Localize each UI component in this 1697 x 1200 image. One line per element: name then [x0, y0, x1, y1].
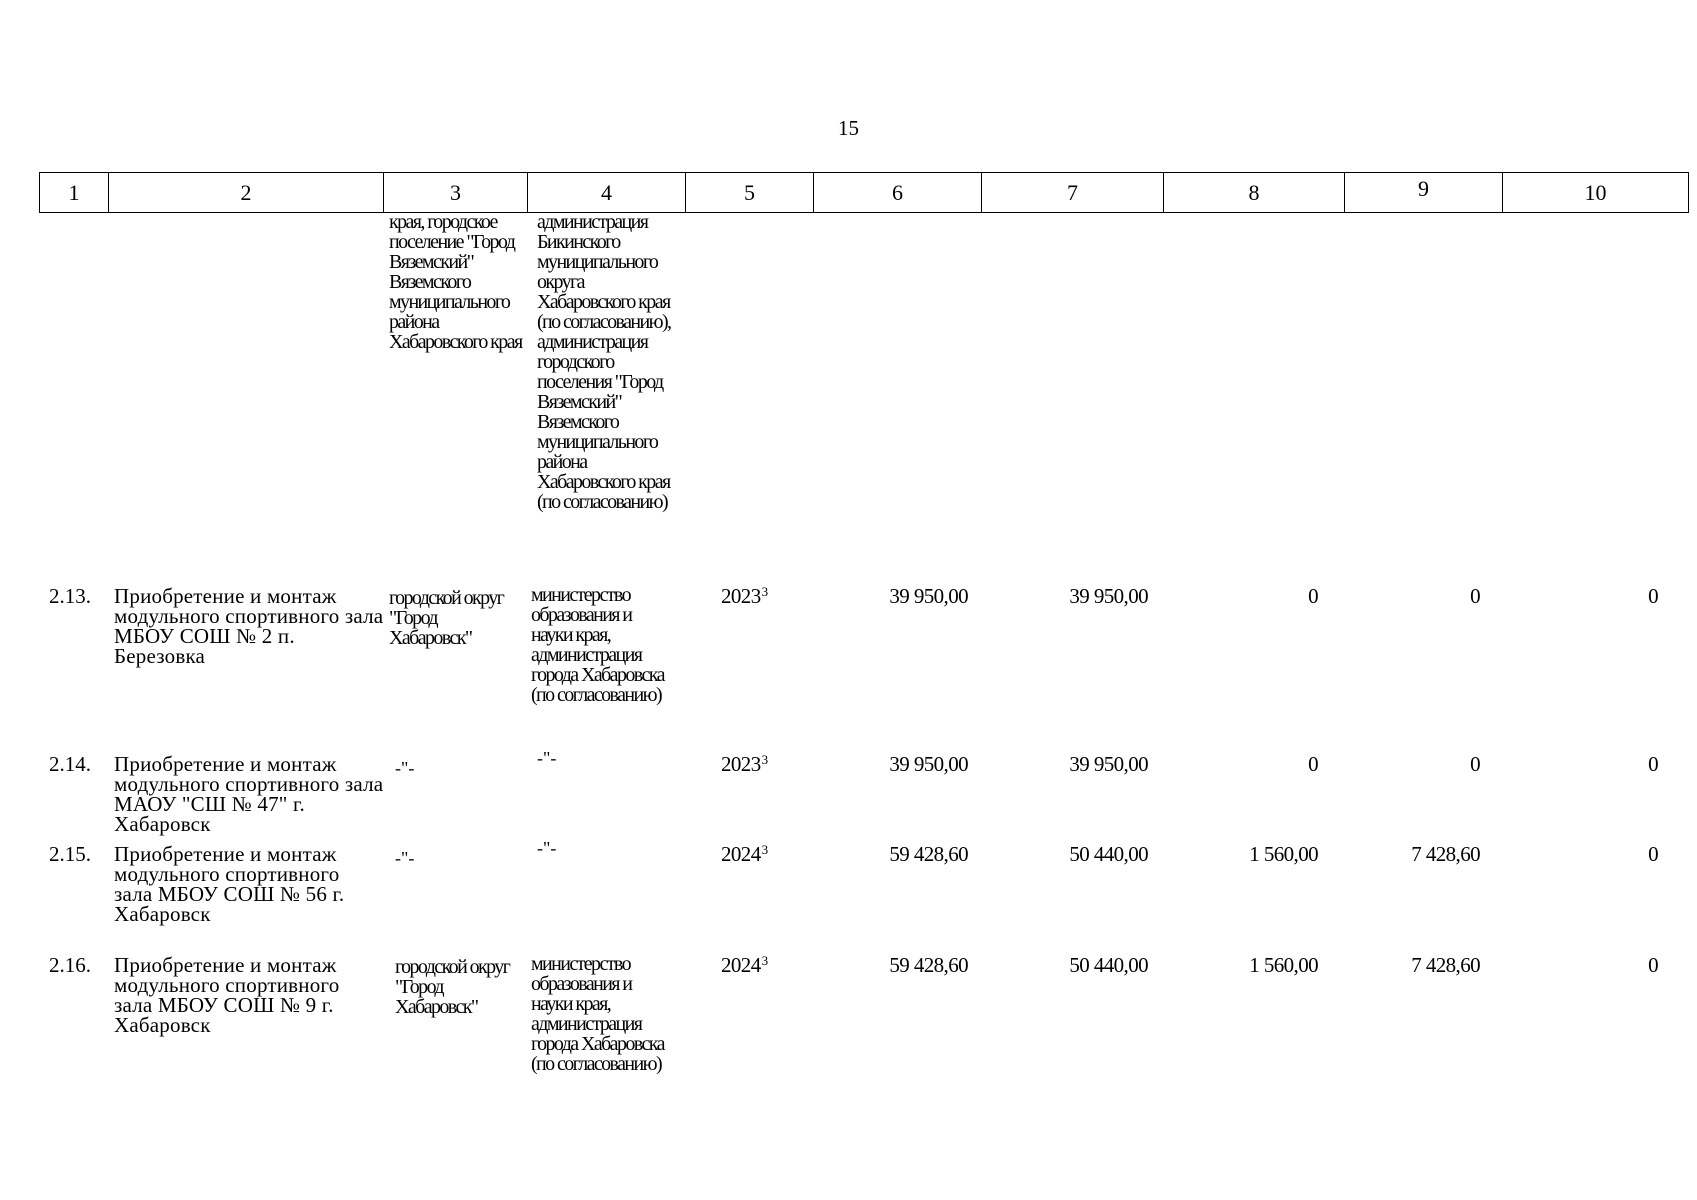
row-col6: 59 428,60 [889, 953, 968, 977]
row-territory: -"- [395, 758, 415, 778]
row-col10: 0 [1648, 584, 1658, 608]
row-territory: городской округ "Город Хабаровск" [389, 587, 504, 649]
column-header-6: 6 [813, 173, 981, 212]
row-territory: -"- [395, 848, 415, 868]
row-name: Приобретение и монтаж модульного спортивного зала МБОУ СОШ № 56 г. Хабаровск [114, 842, 345, 926]
year-footnote: 3 [761, 953, 768, 968]
row-executor: -"- [537, 748, 557, 768]
row-col8: 0 [1308, 752, 1318, 776]
row-name: Приобретение и монтаж модульного спортивного зала МАОУ "СШ № 47" г. Хабаровск [114, 752, 384, 836]
column-header-5: 5 [685, 173, 813, 212]
row-year: 2023$^3$ [721, 584, 768, 608]
row-year: 2023$^3$ [721, 752, 768, 776]
row-col9: 0 [1470, 752, 1480, 776]
row-col9: 7 428,60 [1411, 842, 1480, 866]
row-col7: 39 950,00 [1069, 584, 1148, 608]
row-col6: 59 428,60 [889, 842, 968, 866]
row-name: Приобретение и монтаж модульного спортивного зала МБОУ СОШ № 2 п. Березовка [114, 584, 384, 668]
row-number: 2.16. [49, 953, 91, 977]
continuation-executor: администрация Бикинского муниципального округа Хабаровского края (по согласованию), администрация городского поселения "Город Вяземский" Вяземского муниципального района Хабаровского края (по согласованию) [537, 211, 671, 513]
row-territory: городской округ "Город Хабаровск" [395, 956, 510, 1018]
row-year: 2024$^3$ [721, 842, 768, 866]
row-executor: министерство образования и науки края, администрация города Хабаровска (по согласованию) [531, 584, 664, 706]
row-executor: -"- [537, 838, 557, 858]
table-header-row [39, 172, 1689, 213]
column-header-4: 4 [527, 173, 685, 212]
row-col8: 1 560,00 [1249, 842, 1318, 866]
row-year: 2024$^3$ [721, 953, 768, 977]
row-col7: 39 950,00 [1069, 752, 1148, 776]
row-col10: 0 [1648, 752, 1658, 776]
year-footnote: 3 [761, 842, 768, 857]
row-col6: 39 950,00 [889, 584, 968, 608]
row-col10: 0 [1648, 953, 1658, 977]
row-name: Приобретение и монтаж модульного спортивного зала МБОУ СОШ № 9 г. Хабаровск [114, 953, 340, 1037]
row-col10: 0 [1648, 842, 1658, 866]
row-number: 2.15. [49, 842, 91, 866]
column-header-8: 8 [1163, 173, 1344, 212]
column-header-10: 10 [1502, 173, 1689, 212]
row-number: 2.14. [49, 752, 91, 776]
row-col6: 39 950,00 [889, 752, 968, 776]
row-executor: министерство образования и науки края, администрация города Хабаровска (по согласованию) [531, 953, 664, 1075]
page-number: 15 [838, 116, 859, 140]
row-number: 2.13. [49, 584, 91, 608]
column-header-3: 3 [383, 173, 527, 212]
year-footnote: 3 [761, 752, 768, 767]
row-col7: 50 440,00 [1069, 842, 1148, 866]
row-col8: 0 [1308, 584, 1318, 608]
column-header-7: 7 [981, 173, 1163, 212]
row-col9: 0 [1470, 584, 1480, 608]
row-col9: 7 428,60 [1411, 953, 1480, 977]
column-header-2: 2 [108, 173, 383, 212]
column-header-9: 9 [1344, 173, 1502, 212]
column-header-1: 1 [39, 173, 108, 212]
continuation-territory: края, городское поселение "Город Вяземский" Вяземского муниципального района Хабаровского края [389, 211, 522, 353]
row-col7: 50 440,00 [1069, 953, 1148, 977]
row-col8: 1 560,00 [1249, 953, 1318, 977]
year-footnote: 3 [761, 584, 768, 599]
